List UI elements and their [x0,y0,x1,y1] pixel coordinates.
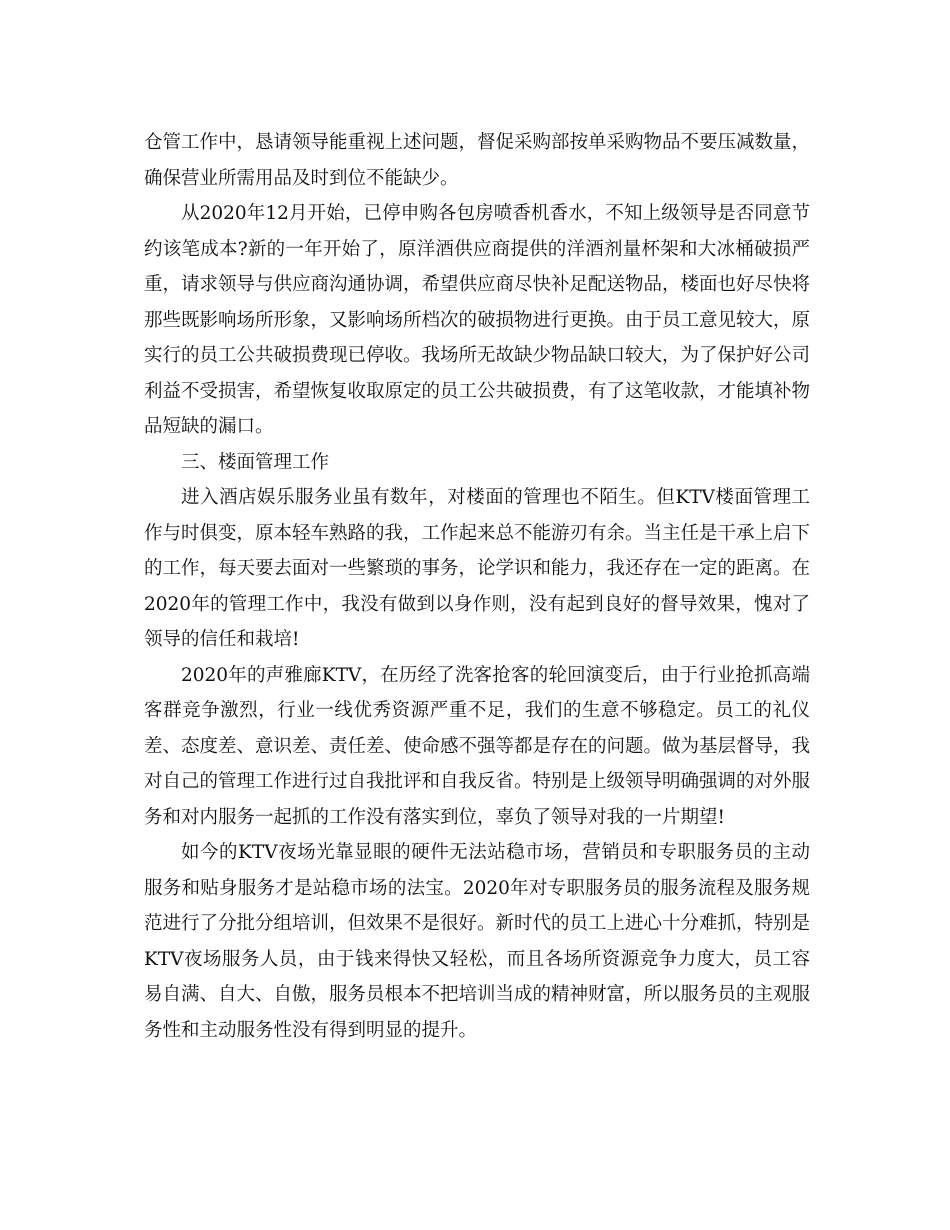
document-body [144,125,810,1048]
paragraph-warehouse-request: 仓管工作中，恳请领导能重视上述问题，督促采购部按单采购物品不要压减数量，确保营业所需用品及时到位不能缺少。 [144,132,811,189]
section-heading-floor-management: 三、楼面管理工作 [181,451,330,473]
paragraph-ktv-2020-review: 2020年的声雅廊KTV，在历经了洗客抢客的轮回演变后，由于行业抢抓高端客群竞争激烈，行业一线优秀资源严重不足，我们的生意不够稳定。员工的礼仪差、态度差、意识差、责任差、使命感不强等都是存在的问题。做为基层督导，我对自己的管理工作进行过自我批评和自我反省。特别是上级领导明确强调的对外服务和对内服务一起抓的工作没有落实到位，辜负了领导对我的一片期望! [144,664,811,828]
paragraph-floor-management-intro: 进入酒店娱乐服务业虽有数年，对楼面的管理也不陌生。但KTV楼面管理工作与时俱变，原本轻车熟路的我，工作起来总不能游刃有余。当主任是干承上启下的工作，每天要去面对一些繁琐的事务，论学识和能力，我还存在一定的距离。在2020年的管理工作中，我没有做到以身作则，没有起到良好的督导效果，愧对了领导的信任和栽培! [144,487,811,650]
paragraph-supplies-and-breakage: 从2020年12月开始，已停申购各包房喷香机香水，不知上级领导是否同意节约该笔成本?新的一年开始了，原洋酒供应商提供的洋酒剂量杯架和大冰桶破损严重，请求领导与供应商沟通协调，希望供应商尽快补足配送物品，楼面也好尽快将那些既影响场所形象，又影响场所档次的破损物进行更换。由于员工意见较大，原实行的员工公共破损费现已停收。我场所无故缺少物品缺口较大，为了保护好公司利益不受损害，希望恢复收取原定的员工公共破损费，有了这笔收款，才能填补物品短缺的漏口。 [144,203,811,437]
paragraph-service-training: 如今的KTV夜场光靠显眼的硬件无法站稳市场，营销员和专职服务员的主动服务和贴身服务才是站稳市场的法宝。2020年对专职服务员的服务流程及服务规范进行了分批分组培训，但效果不是很好。新时代的员工上进心十分难抓，特别是KTV夜场服务人员，由于钱来得快又轻松，而且各场所资源竞争力度大，员工容易自满、自大、自傲，服务员根本不把培训当成的精神财富，所以服务员的主观服务性和主动服务性没有得到明显的提升。 [144,842,811,1041]
